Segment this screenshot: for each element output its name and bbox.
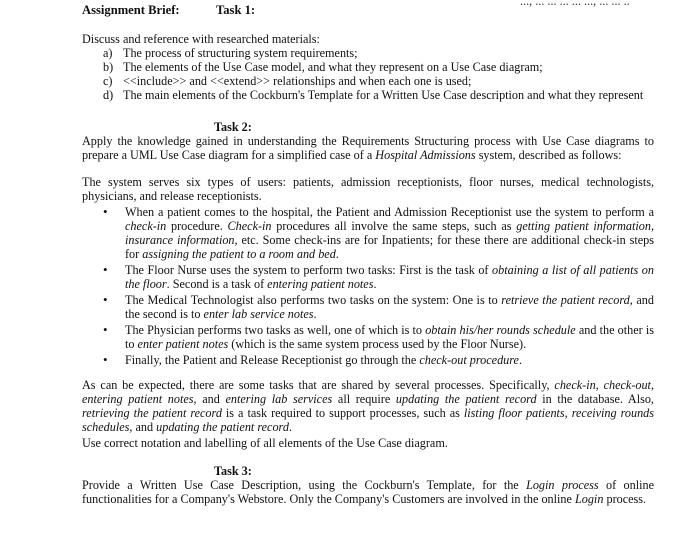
task2-shared-paragraph: As can be expected, there are some tasks that are shared by several processes. Specifically, check-in, check-out, entering patient notes, and entering lab services all require updating the patient record in the database. Also, retrieving the patient record is a task required to support processes, such as listing floor patients, receiving rounds schedules, and updating the patient record. (82, 378, 655, 434)
task3-paragraph: Provide a Written Use Case Description, using the Cockburn's Template, for the Login process of online functionalities for a Company's Webstore. Only the Company's Customers are involved in the online Login process. (82, 478, 654, 506)
bullet-icon: • (103, 204, 108, 219)
assignment-brief-label: Assignment Brief: (82, 3, 180, 17)
bullet-item-med-tech: • The Medical Technologist also performs two tasks on the system: One is to retrieve the patient record, and the second is to enter lab service notes. (103, 292, 654, 321)
bullet-item-checkin: • When a patient comes to the hospital, the Patient and Admission Receptionist use the system to perform a check-in procedure. Check-in procedures all involve the same steps, such as getting patient information, insurance information, etc. Some check-ins are for Inpatients; for these there are additional check-in steps for assigning the patient to a room and bed. (103, 204, 654, 261)
list-label: b) (103, 60, 114, 74)
bullet-item-checkout: • Finally, the Patient and Release Receptionist go through the check-out procedure. (103, 352, 523, 367)
task2-heading: Task 2: (214, 120, 252, 134)
bullet-icon: • (103, 322, 108, 337)
task3-heading: Task 3: (214, 464, 252, 478)
list-label: a) (103, 46, 113, 60)
task1-list (103, 46, 655, 102)
list-text: The process of structuring system requirements; (123, 46, 358, 60)
list-text: The main elements of the Cockburn's Template for a Written Use Case description and what they represent (123, 88, 644, 102)
bullet-icon: • (103, 352, 108, 367)
list-text: The elements of the Use Case model, and what they represent on a Use Case diagram; (123, 60, 543, 74)
header-cut-text: ..., ... ... ... ... ..., ... ... .. (520, 0, 630, 8)
list-label: d) (103, 88, 114, 102)
bullet-item-physician: • The Physician performs two tasks as well, one of which is to obtain his/her rounds schedule and the other is to enter patient notes (which is the same system process used by the Floor Nurse). (103, 322, 654, 351)
task1-item-c (103, 74, 655, 88)
task2-bullets (103, 205, 654, 367)
bullet-icon: • (103, 292, 108, 307)
list-text: <<include>> and <<extend>> relationships and when each one is used; (123, 74, 472, 88)
task2-intro: Apply the knowledge gained in understanding the Requirements Structuring process with Use Case diagrams to prepare a UML Use Case diagram for a simplified case of a Hospital Admissions system, described as follows: (82, 134, 654, 162)
task1-item-a (103, 46, 655, 60)
task1-item-b (103, 60, 655, 74)
task2-notation-note: Use correct notation and labelling of all elements of the Use Case diagram. (82, 436, 448, 450)
bullet-item-floor-nurse: • The Floor Nurse uses the system to perform two tasks: First is the task of obtaining a list of all patients on the floor. Second is a task of entering patient notes. (103, 262, 654, 291)
task2-users: The system serves six types of users: patients, admission receptionists, floor nurses, medical technologists, physicians, and release receptionists. (82, 175, 654, 203)
list-label: c) (103, 74, 113, 88)
task1-intro: Discuss and reference with researched materials: (82, 32, 320, 46)
system-name: Hospital Admissions (375, 148, 476, 162)
task1-heading: Task 1: (216, 3, 256, 17)
task1-item-d (103, 88, 655, 102)
bullet-icon: • (103, 262, 108, 277)
